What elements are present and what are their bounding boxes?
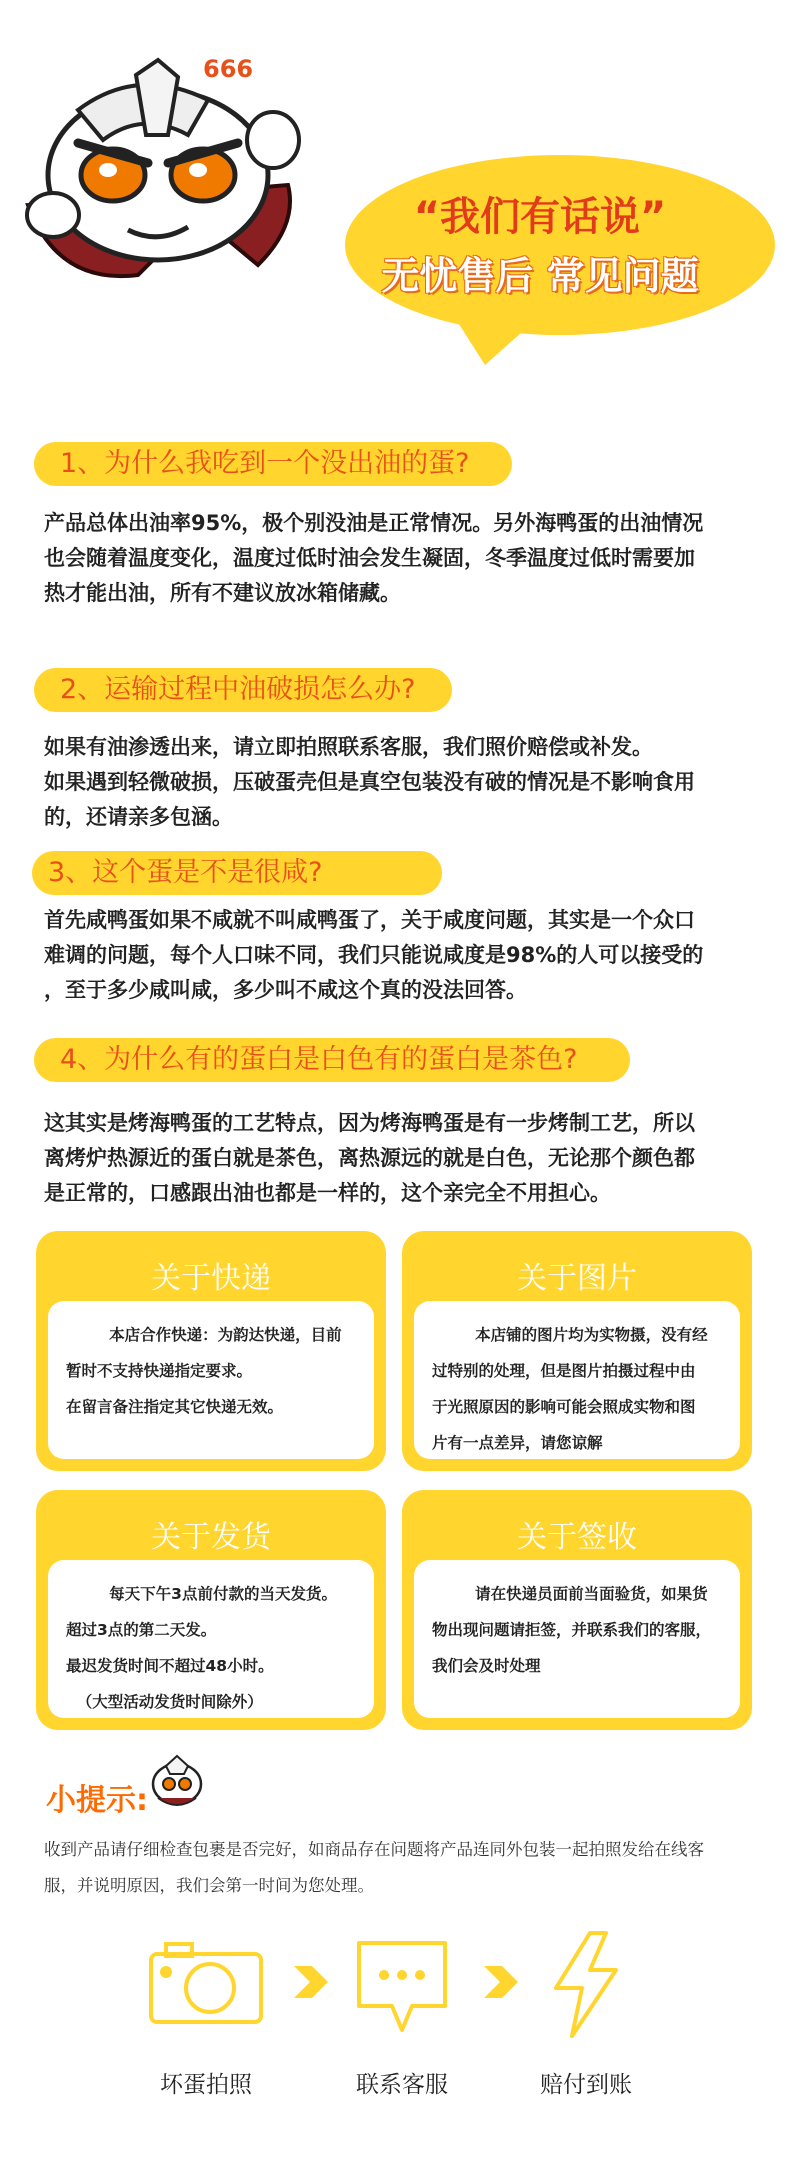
question-3-title: 3、这个蛋是不是很咸? (32, 851, 442, 895)
question-1-title: 1、为什么我吃到一个没出油的蛋? (34, 442, 512, 486)
arrow-right-icon (290, 1962, 330, 2002)
card-line: 每天下午3点前付款的当天发货。 (66, 1585, 337, 1603)
answer-line: 难调的问题，每个人口味不同，我们只能说咸度是98%的人可以接受的 (44, 943, 704, 967)
answer-line: 产品总体出油率95%，极个别没油是正常情况。另外海鸭蛋的出油情况 (44, 511, 704, 535)
answer-line: 首先咸鸭蛋如果不咸就不叫咸鸭蛋了，关于咸度问题，其实是一个众口 (44, 908, 695, 932)
mascot-small-icon (148, 1752, 206, 1810)
card-line: 片有一点差异，请您谅解 (432, 1434, 603, 1452)
badge-666: 666 (203, 55, 254, 83)
tip-line: 收到产品请仔细检查包裹是否完好，如商品存在问题将产品连同外包装一起拍照发给在线客 (44, 1840, 704, 1859)
lightning-icon (550, 1930, 622, 2040)
step-label-photo: 坏蛋拍照 (160, 2072, 252, 2098)
card-line: 我们会及时处理 (432, 1657, 541, 1675)
card-line: 最迟发货时间不超过48小时。 (66, 1657, 274, 1675)
card-line: 暂时不支持快递指定要求。 (66, 1362, 253, 1380)
answer-line: 也会随着温度变化，温度过低时油会发生凝固，冬季温度过低时需要加 (44, 546, 695, 570)
answer-line: 离烤炉热源近的蛋白就是茶色，离热源远的就是白色，无论那个颜色都 (44, 1146, 695, 1170)
card-line: 请在快递员面前当面验货，如果货 (432, 1585, 708, 1603)
arrow-right-icon (480, 1962, 520, 2002)
answer-line: 的，还请亲多包涵。 (44, 805, 233, 829)
mascot-illustration (18, 55, 308, 315)
step-label-refund: 赔付到账 (540, 2072, 632, 2098)
tip-title: 小提示: (46, 1783, 148, 1818)
bubble-title: “我们有话说” (413, 194, 667, 240)
card-body (414, 1301, 740, 1459)
tip-text (44, 1832, 764, 1904)
card-body (48, 1301, 374, 1459)
answer-line: ，至于多少咸叫咸，多少叫不咸这个真的没法回答。 (44, 978, 527, 1002)
step-label-contact: 联系客服 (356, 2072, 448, 2098)
card-title: 关于快递 (151, 1261, 271, 1296)
question-1-answer (44, 506, 784, 611)
question-2-title: 2、运输过程中油破损怎么办? (34, 668, 452, 712)
chat-icon (356, 1940, 448, 2036)
question-4-answer (44, 1106, 784, 1211)
card-body (48, 1560, 374, 1718)
card-line: （大型活动发货时间除外） (66, 1693, 263, 1711)
answer-line: 热才能出油，所有不建议放冰箱储藏。 (44, 581, 401, 605)
card-line: 于光照原因的影响可能会照成实物和图 (432, 1398, 696, 1416)
card-shipping (36, 1490, 386, 1730)
camera-icon (148, 1940, 264, 2026)
answer-line: 如果遇到轻微破损，压破蛋壳但是真空包装没有破的情况是不影响食用 (44, 770, 695, 794)
question-4-title: 4、为什么有的蛋白是白色有的蛋白是茶色? (34, 1038, 630, 1082)
card-line: 超过3点的第二天发。 (66, 1621, 217, 1639)
bubble-subtitle: 无忧售后 常见问题 (381, 254, 699, 298)
card-body (414, 1560, 740, 1718)
card-signing (402, 1490, 752, 1730)
card-line: 在留言备注指定其它快递无效。 (66, 1398, 284, 1416)
card-title: 关于图片 (517, 1261, 637, 1296)
card-line: 本店铺的图片均为实物摄，没有经 (432, 1326, 708, 1344)
card-title: 关于发货 (151, 1520, 271, 1555)
answer-line: 如果有油渗透出来，请立即拍照联系客服，我们照价赔偿或补发。 (44, 735, 653, 759)
card-line: 过特别的处理，但是图片拍摄过程中由 (432, 1362, 696, 1380)
tip-line: 服，并说明原因，我们会第一时间为您处理。 (44, 1876, 374, 1895)
card-images (402, 1231, 752, 1471)
card-line: 物出现问题请拒签，并联系我们的客服， (432, 1621, 712, 1639)
question-3-answer (44, 903, 784, 1008)
card-title: 关于签收 (517, 1520, 637, 1555)
answer-line: 是正常的，口感跟出油也都是一样的，这个亲完全不用担心。 (44, 1181, 611, 1205)
card-express (36, 1231, 386, 1471)
answer-line: 这其实是烤海鸭蛋的工艺特点，因为烤海鸭蛋是有一步烤制工艺，所以 (44, 1111, 695, 1135)
question-2-answer (44, 730, 784, 835)
card-line: 本店合作快递：为韵达快递，目前 (66, 1326, 342, 1344)
